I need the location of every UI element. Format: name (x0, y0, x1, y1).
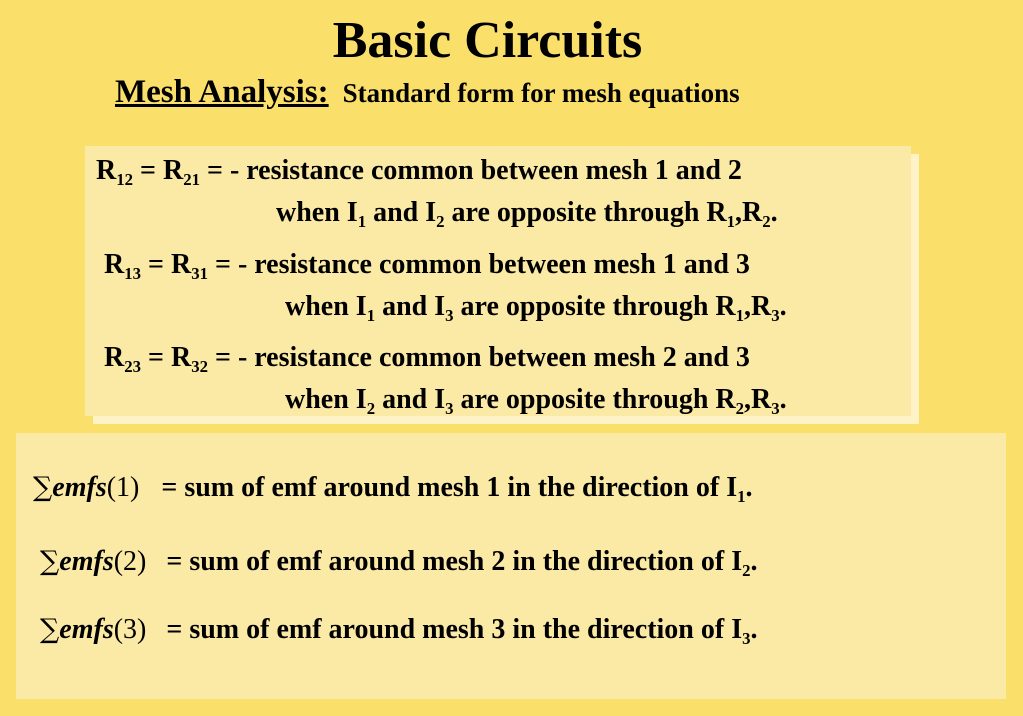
mutual-line-3b: when $I_2$ and $I_3$ are opposite through $R_2,R_3$. (285, 384, 787, 418)
subtitle-rest: Standard form for mesh equations (342, 78, 740, 108)
emf-line-1: ∑emfs(1) = sum of emf around mesh 1 in the direction of $I_1$. (33, 472, 753, 506)
emf-line-3: ∑emfs(3) = sum of emf around mesh 3 in the direction of $I_3$. (40, 614, 758, 648)
emf-line-2: ∑emfs(2) = sum of emf around mesh 2 in the direction of $I_2$. (40, 546, 758, 580)
sum-icon: ∑ (33, 472, 53, 503)
sum-icon: ∑ (40, 614, 60, 645)
sum-icon: ∑ (40, 546, 60, 577)
mutual-line-2a: $R_{13} = R_{31}$ = - resistance common between mesh 1 and 3 (104, 249, 750, 283)
subtitle-lead: Mesh Analysis: (115, 74, 329, 110)
mutual-line-1b: when $I_1$ and $I_2$ are opposite through $R_1,R_2$. (276, 197, 778, 231)
subtitle (115, 70, 740, 115)
page-title: Basic Circuits (332, 12, 643, 69)
mutual-line-3a: $R_{23} = R_{32}$ = - resistance common between mesh 2 and 3 (104, 342, 750, 376)
mutual-line-1a: $R_{12} = R_{21}$ = - resistance common between mesh 1 and 2 (96, 155, 742, 189)
mutual-line-2b: when $I_1$ and $I_3$ are opposite through $R_1,R_3$. (285, 291, 787, 325)
